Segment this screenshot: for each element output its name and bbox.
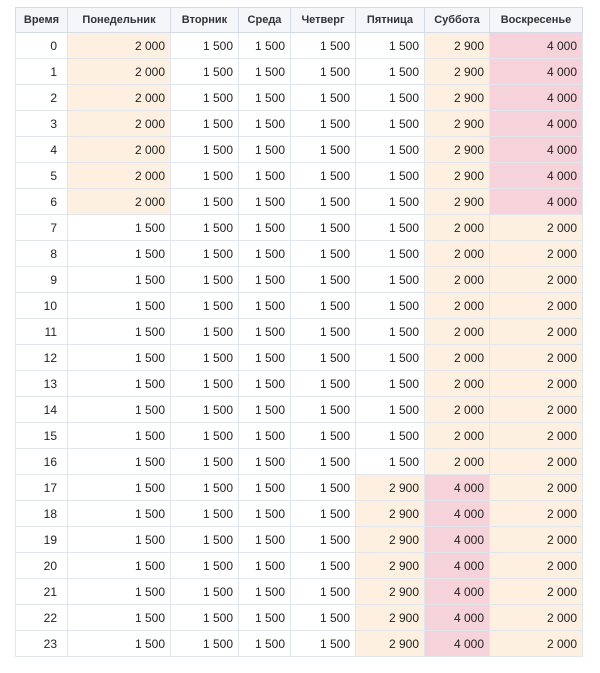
price-cell-friday: 2 900 bbox=[356, 501, 425, 527]
price-cell-monday: 1 500 bbox=[68, 371, 171, 397]
price-cell-friday: 1 500 bbox=[356, 189, 425, 215]
price-cell-wednesday: 1 500 bbox=[239, 137, 291, 163]
table-row bbox=[16, 319, 583, 345]
header-time: Время bbox=[16, 8, 68, 33]
table-header bbox=[16, 8, 583, 33]
price-cell-tuesday: 1 500 bbox=[171, 371, 239, 397]
price-cell-wednesday: 1 500 bbox=[239, 85, 291, 111]
price-cell-sunday: 2 000 bbox=[490, 215, 583, 241]
price-cell-tuesday: 1 500 bbox=[171, 215, 239, 241]
price-cell-monday: 2 000 bbox=[68, 33, 171, 59]
price-cell-wednesday: 1 500 bbox=[239, 319, 291, 345]
table-row bbox=[16, 371, 583, 397]
price-cell-sunday: 4 000 bbox=[490, 189, 583, 215]
table-row bbox=[16, 423, 583, 449]
price-cell-saturday: 2 000 bbox=[425, 423, 490, 449]
price-cell-thursday: 1 500 bbox=[291, 33, 356, 59]
price-cell-sunday: 2 000 bbox=[490, 371, 583, 397]
price-cell-saturday: 2 900 bbox=[425, 85, 490, 111]
table-row bbox=[16, 475, 583, 501]
hour-cell: 16 bbox=[16, 449, 68, 475]
price-cell-sunday: 4 000 bbox=[490, 163, 583, 189]
price-cell-sunday: 2 000 bbox=[490, 553, 583, 579]
price-cell-thursday: 1 500 bbox=[291, 605, 356, 631]
price-cell-wednesday: 1 500 bbox=[239, 371, 291, 397]
header-row bbox=[16, 8, 583, 33]
price-cell-monday: 2 000 bbox=[68, 163, 171, 189]
table-row bbox=[16, 33, 583, 59]
hour-cell: 9 bbox=[16, 267, 68, 293]
price-cell-monday: 1 500 bbox=[68, 397, 171, 423]
price-cell-tuesday: 1 500 bbox=[171, 319, 239, 345]
price-cell-monday: 1 500 bbox=[68, 293, 171, 319]
header-sunday: Воскресенье bbox=[490, 8, 583, 33]
table-row bbox=[16, 59, 583, 85]
price-schedule-table bbox=[15, 7, 583, 657]
table-body bbox=[16, 33, 583, 657]
header-thursday: Четверг bbox=[291, 8, 356, 33]
price-cell-thursday: 1 500 bbox=[291, 449, 356, 475]
price-cell-sunday: 2 000 bbox=[490, 527, 583, 553]
price-cell-saturday: 4 000 bbox=[425, 527, 490, 553]
table-row bbox=[16, 605, 583, 631]
price-cell-friday: 1 500 bbox=[356, 215, 425, 241]
price-cell-saturday: 4 000 bbox=[425, 553, 490, 579]
price-cell-monday: 1 500 bbox=[68, 579, 171, 605]
price-cell-sunday: 2 000 bbox=[490, 397, 583, 423]
price-cell-thursday: 1 500 bbox=[291, 59, 356, 85]
price-cell-tuesday: 1 500 bbox=[171, 33, 239, 59]
price-cell-monday: 1 500 bbox=[68, 423, 171, 449]
price-cell-friday: 2 900 bbox=[356, 631, 425, 657]
price-cell-sunday: 4 000 bbox=[490, 85, 583, 111]
price-cell-friday: 1 500 bbox=[356, 319, 425, 345]
price-cell-thursday: 1 500 bbox=[291, 579, 356, 605]
price-cell-wednesday: 1 500 bbox=[239, 397, 291, 423]
hour-cell: 5 bbox=[16, 163, 68, 189]
price-cell-saturday: 2 000 bbox=[425, 293, 490, 319]
price-cell-friday: 2 900 bbox=[356, 553, 425, 579]
hour-cell: 10 bbox=[16, 293, 68, 319]
price-cell-tuesday: 1 500 bbox=[171, 85, 239, 111]
hour-cell: 4 bbox=[16, 137, 68, 163]
table-row bbox=[16, 345, 583, 371]
price-cell-tuesday: 1 500 bbox=[171, 111, 239, 137]
price-cell-tuesday: 1 500 bbox=[171, 527, 239, 553]
price-cell-monday: 2 000 bbox=[68, 137, 171, 163]
hour-cell: 8 bbox=[16, 241, 68, 267]
hour-cell: 3 bbox=[16, 111, 68, 137]
price-cell-thursday: 1 500 bbox=[291, 527, 356, 553]
price-cell-wednesday: 1 500 bbox=[239, 267, 291, 293]
price-cell-saturday: 2 000 bbox=[425, 397, 490, 423]
price-cell-friday: 1 500 bbox=[356, 449, 425, 475]
price-cell-tuesday: 1 500 bbox=[171, 579, 239, 605]
price-cell-thursday: 1 500 bbox=[291, 111, 356, 137]
hour-cell: 22 bbox=[16, 605, 68, 631]
price-cell-friday: 1 500 bbox=[356, 345, 425, 371]
hour-cell: 19 bbox=[16, 527, 68, 553]
price-cell-thursday: 1 500 bbox=[291, 215, 356, 241]
price-cell-saturday: 2 000 bbox=[425, 267, 490, 293]
price-cell-sunday: 2 000 bbox=[490, 293, 583, 319]
table-row bbox=[16, 215, 583, 241]
price-cell-thursday: 1 500 bbox=[291, 397, 356, 423]
price-cell-tuesday: 1 500 bbox=[171, 345, 239, 371]
price-cell-wednesday: 1 500 bbox=[239, 631, 291, 657]
hour-cell: 1 bbox=[16, 59, 68, 85]
price-cell-wednesday: 1 500 bbox=[239, 241, 291, 267]
price-cell-wednesday: 1 500 bbox=[239, 215, 291, 241]
price-cell-saturday: 2 000 bbox=[425, 319, 490, 345]
price-cell-saturday: 2 000 bbox=[425, 215, 490, 241]
price-cell-tuesday: 1 500 bbox=[171, 189, 239, 215]
price-cell-wednesday: 1 500 bbox=[239, 553, 291, 579]
price-cell-tuesday: 1 500 bbox=[171, 293, 239, 319]
price-cell-wednesday: 1 500 bbox=[239, 475, 291, 501]
price-cell-thursday: 1 500 bbox=[291, 319, 356, 345]
header-monday: Понедельник bbox=[68, 8, 171, 33]
table-row bbox=[16, 85, 583, 111]
price-cell-saturday: 2 000 bbox=[425, 449, 490, 475]
price-cell-saturday: 4 000 bbox=[425, 631, 490, 657]
price-cell-monday: 1 500 bbox=[68, 241, 171, 267]
price-cell-thursday: 1 500 bbox=[291, 189, 356, 215]
price-cell-wednesday: 1 500 bbox=[239, 423, 291, 449]
header-friday: Пятница bbox=[356, 8, 425, 33]
price-cell-saturday: 4 000 bbox=[425, 501, 490, 527]
price-cell-thursday: 1 500 bbox=[291, 241, 356, 267]
price-cell-friday: 1 500 bbox=[356, 241, 425, 267]
table-row bbox=[16, 267, 583, 293]
price-cell-sunday: 2 000 bbox=[490, 267, 583, 293]
price-cell-thursday: 1 500 bbox=[291, 423, 356, 449]
price-cell-monday: 1 500 bbox=[68, 501, 171, 527]
price-cell-thursday: 1 500 bbox=[291, 293, 356, 319]
price-cell-saturday: 4 000 bbox=[425, 579, 490, 605]
table-row bbox=[16, 553, 583, 579]
price-cell-wednesday: 1 500 bbox=[239, 501, 291, 527]
price-cell-saturday: 2 900 bbox=[425, 33, 490, 59]
price-cell-wednesday: 1 500 bbox=[239, 189, 291, 215]
price-cell-saturday: 4 000 bbox=[425, 475, 490, 501]
header-tuesday: Вторник bbox=[171, 8, 239, 33]
price-cell-wednesday: 1 500 bbox=[239, 579, 291, 605]
price-cell-saturday: 2 900 bbox=[425, 189, 490, 215]
hour-cell: 0 bbox=[16, 33, 68, 59]
hour-cell: 17 bbox=[16, 475, 68, 501]
hour-cell: 20 bbox=[16, 553, 68, 579]
price-cell-tuesday: 1 500 bbox=[171, 449, 239, 475]
hour-cell: 12 bbox=[16, 345, 68, 371]
hour-cell: 23 bbox=[16, 631, 68, 657]
table-row bbox=[16, 501, 583, 527]
price-cell-thursday: 1 500 bbox=[291, 85, 356, 111]
price-cell-sunday: 2 000 bbox=[490, 241, 583, 267]
price-cell-friday: 1 500 bbox=[356, 137, 425, 163]
price-cell-thursday: 1 500 bbox=[291, 475, 356, 501]
price-cell-wednesday: 1 500 bbox=[239, 527, 291, 553]
table-row bbox=[16, 449, 583, 475]
price-cell-sunday: 2 000 bbox=[490, 475, 583, 501]
price-cell-wednesday: 1 500 bbox=[239, 59, 291, 85]
price-cell-sunday: 2 000 bbox=[490, 501, 583, 527]
price-cell-monday: 1 500 bbox=[68, 319, 171, 345]
price-cell-sunday: 2 000 bbox=[490, 579, 583, 605]
price-cell-friday: 2 900 bbox=[356, 475, 425, 501]
price-cell-thursday: 1 500 bbox=[291, 371, 356, 397]
price-cell-wednesday: 1 500 bbox=[239, 33, 291, 59]
header-wednesday: Среда bbox=[239, 8, 291, 33]
price-cell-tuesday: 1 500 bbox=[171, 501, 239, 527]
price-cell-friday: 1 500 bbox=[356, 111, 425, 137]
hour-cell: 2 bbox=[16, 85, 68, 111]
price-cell-monday: 1 500 bbox=[68, 605, 171, 631]
price-cell-friday: 1 500 bbox=[356, 163, 425, 189]
price-cell-monday: 1 500 bbox=[68, 215, 171, 241]
price-cell-tuesday: 1 500 bbox=[171, 423, 239, 449]
price-cell-friday: 1 500 bbox=[356, 267, 425, 293]
table-row bbox=[16, 163, 583, 189]
price-cell-saturday: 2 900 bbox=[425, 137, 490, 163]
price-cell-tuesday: 1 500 bbox=[171, 163, 239, 189]
price-cell-sunday: 4 000 bbox=[490, 59, 583, 85]
price-cell-wednesday: 1 500 bbox=[239, 163, 291, 189]
price-cell-thursday: 1 500 bbox=[291, 163, 356, 189]
price-cell-tuesday: 1 500 bbox=[171, 137, 239, 163]
price-cell-sunday: 2 000 bbox=[490, 631, 583, 657]
price-cell-monday: 1 500 bbox=[68, 631, 171, 657]
price-cell-sunday: 2 000 bbox=[490, 423, 583, 449]
hour-cell: 21 bbox=[16, 579, 68, 605]
price-cell-tuesday: 1 500 bbox=[171, 397, 239, 423]
price-cell-wednesday: 1 500 bbox=[239, 293, 291, 319]
price-cell-monday: 2 000 bbox=[68, 59, 171, 85]
price-cell-wednesday: 1 500 bbox=[239, 449, 291, 475]
table-row bbox=[16, 137, 583, 163]
price-cell-wednesday: 1 500 bbox=[239, 345, 291, 371]
table-row bbox=[16, 293, 583, 319]
table-row bbox=[16, 579, 583, 605]
table-row bbox=[16, 111, 583, 137]
price-cell-sunday: 2 000 bbox=[490, 319, 583, 345]
price-cell-saturday: 2 900 bbox=[425, 163, 490, 189]
price-cell-friday: 1 500 bbox=[356, 293, 425, 319]
price-cell-thursday: 1 500 bbox=[291, 345, 356, 371]
price-cell-sunday: 4 000 bbox=[490, 33, 583, 59]
table-row bbox=[16, 241, 583, 267]
price-cell-sunday: 2 000 bbox=[490, 345, 583, 371]
price-cell-sunday: 2 000 bbox=[490, 449, 583, 475]
price-cell-thursday: 1 500 bbox=[291, 631, 356, 657]
hour-cell: 18 bbox=[16, 501, 68, 527]
price-cell-monday: 1 500 bbox=[68, 449, 171, 475]
price-cell-monday: 1 500 bbox=[68, 345, 171, 371]
price-cell-tuesday: 1 500 bbox=[171, 605, 239, 631]
price-cell-wednesday: 1 500 bbox=[239, 605, 291, 631]
price-cell-thursday: 1 500 bbox=[291, 137, 356, 163]
price-cell-tuesday: 1 500 bbox=[171, 631, 239, 657]
price-cell-thursday: 1 500 bbox=[291, 501, 356, 527]
price-cell-tuesday: 1 500 bbox=[171, 241, 239, 267]
hour-cell: 15 bbox=[16, 423, 68, 449]
price-cell-monday: 2 000 bbox=[68, 111, 171, 137]
price-cell-friday: 1 500 bbox=[356, 423, 425, 449]
header-saturday: Суббота bbox=[425, 8, 490, 33]
price-cell-monday: 1 500 bbox=[68, 267, 171, 293]
price-cell-saturday: 2 900 bbox=[425, 59, 490, 85]
price-cell-tuesday: 1 500 bbox=[171, 59, 239, 85]
hour-cell: 6 bbox=[16, 189, 68, 215]
price-cell-monday: 2 000 bbox=[68, 189, 171, 215]
hour-cell: 13 bbox=[16, 371, 68, 397]
price-cell-wednesday: 1 500 bbox=[239, 111, 291, 137]
price-cell-friday: 1 500 bbox=[356, 33, 425, 59]
price-cell-friday: 2 900 bbox=[356, 605, 425, 631]
price-cell-friday: 1 500 bbox=[356, 371, 425, 397]
price-cell-tuesday: 1 500 bbox=[171, 553, 239, 579]
price-cell-sunday: 2 000 bbox=[490, 605, 583, 631]
table-row bbox=[16, 189, 583, 215]
price-cell-thursday: 1 500 bbox=[291, 553, 356, 579]
table-row bbox=[16, 397, 583, 423]
price-cell-sunday: 4 000 bbox=[490, 111, 583, 137]
hour-cell: 11 bbox=[16, 319, 68, 345]
price-cell-friday: 1 500 bbox=[356, 397, 425, 423]
table-row bbox=[16, 631, 583, 657]
hour-cell: 7 bbox=[16, 215, 68, 241]
price-cell-sunday: 4 000 bbox=[490, 137, 583, 163]
price-cell-saturday: 2 000 bbox=[425, 241, 490, 267]
price-cell-monday: 1 500 bbox=[68, 553, 171, 579]
price-cell-friday: 2 900 bbox=[356, 579, 425, 605]
price-cell-monday: 2 000 bbox=[68, 85, 171, 111]
price-cell-monday: 1 500 bbox=[68, 527, 171, 553]
price-cell-saturday: 4 000 bbox=[425, 605, 490, 631]
price-cell-saturday: 2 000 bbox=[425, 345, 490, 371]
price-cell-saturday: 2 900 bbox=[425, 111, 490, 137]
hour-cell: 14 bbox=[16, 397, 68, 423]
price-cell-friday: 1 500 bbox=[356, 59, 425, 85]
price-cell-monday: 1 500 bbox=[68, 475, 171, 501]
price-cell-tuesday: 1 500 bbox=[171, 475, 239, 501]
price-cell-saturday: 2 000 bbox=[425, 371, 490, 397]
table-row bbox=[16, 527, 583, 553]
price-cell-friday: 1 500 bbox=[356, 85, 425, 111]
price-cell-thursday: 1 500 bbox=[291, 267, 356, 293]
price-cell-tuesday: 1 500 bbox=[171, 267, 239, 293]
price-cell-friday: 2 900 bbox=[356, 527, 425, 553]
